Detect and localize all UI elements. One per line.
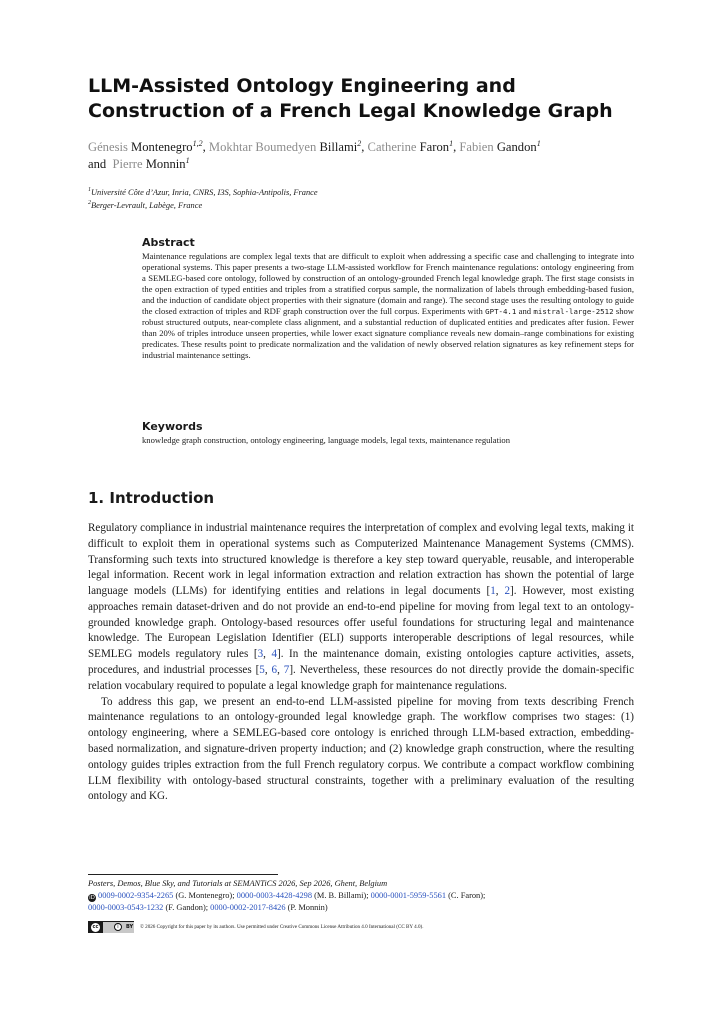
citation-link[interactable]: 2 [504, 585, 511, 598]
orcid-link[interactable]: 0000-0003-0543-1232 [88, 903, 164, 913]
author [112, 157, 189, 171]
orcid-author: (M. B. Billami) [314, 891, 367, 901]
citation-link[interactable]: 3 [257, 648, 264, 661]
citation-link[interactable]: 5 [259, 664, 265, 677]
text-run: , [277, 664, 284, 677]
author-list [88, 139, 648, 173]
abstract-heading: Abstract [142, 236, 195, 249]
orcid-link[interactable]: 0000-0001-5959-5561 [370, 891, 447, 901]
orcid-author: (G. Montenegro) [175, 891, 233, 901]
copyright-notice: © 2026 Copyright for this paper by its authors. Use permitted under Creative Commons License Attribution 4.0 International (CC BY 4.0). [140, 924, 424, 930]
citation-link[interactable]: 1 [490, 585, 496, 598]
venue-line: Posters, Demos, Blue Sky, and Tutorials at SEMANTiCS 2026, Sep 2026, Ghent, Belgium [88, 879, 388, 888]
by-label: BY [126, 924, 134, 930]
text-run: Regulatory compliance in industrial maintenance requires the interpretation of complex and evolving legal texts, making it difficult to exploit them in operational systems such as Computerized Maintenance Management Systems (CMMS). Transforming such texts into structured knowledge is therefore a key step toward queryable, reusable, and interoperable legal information. Recent work in legal information extraction and relation extraction has shown the potential of large language models (LLMs) for identifying entities and relations in legal documents [ [88, 522, 634, 598]
text-run: ]. In the maintenance domain, existing ontologies capture activities, assets, procedures, and industrial processes [ [88, 648, 635, 677]
author [459, 140, 540, 154]
license-row [88, 921, 648, 934]
author: Génesis Montenegro$^{1,2}$, [88, 138, 206, 154]
paper-title: LLM-Assisted Ontology Engineering and Construction of a French Legal Knowledge Graph [88, 75, 613, 122]
orcid-link[interactable]: 0009-0002-9354-2265 [98, 891, 174, 901]
author-affiliation-mark: 1 [536, 138, 541, 148]
text-run: ]. However, most existing approaches remain dataset-driven and do not provide an end-to-end pipeline for moving from legal text to an ontology-grounded knowledge graph. Ontology-based resources offer useful foundations for structuring legal and maintenance knowledge. The European Legislation Identifier (ELI) supports interoperable descriptions of legal resources, while SEMLEG models regulatory rules [ [88, 585, 634, 661]
author-affiliation-mark: 1 [449, 138, 454, 148]
author-affiliation-mark: 1 [185, 155, 190, 165]
text-run: ]. Nevertheless, these resources do not directly provide the domain-specific relation vocabulary required to populate a legal knowledge graph for maintenance regulations. [88, 664, 634, 692]
author-affiliation-mark: 1,2 [192, 138, 203, 148]
author-family-name: Billami [319, 140, 358, 154]
footnote [88, 878, 648, 915]
author-given-name: Fabien [459, 140, 494, 154]
author-family-name: Monnin [145, 157, 186, 171]
authors-and: and [88, 157, 107, 171]
paragraph: To address this gap, we present an end-to-end LLM-assisted pipeline for moving from texts describing French maintenance regulations to an ontology-grounded legal knowledge graph. The workflow comprises two stages: (1) ontology engineering, where a SEMLEG-based core ontology is enriched through LLM-based extraction, embedding-based normalization, and signature-driven property induction; and (2) knowledge graph construction, where the resulting ontology guides triples extraction from the full French regulatory corpus. We contribute a compact workflow combining LLM flexibility with ontology-based structural constraints, together with a preliminary evaluation of the resulting ontology and KG. [88, 695, 634, 803]
author-family-name: Faron [419, 140, 450, 154]
text-run: , [264, 664, 272, 677]
orcid-author: (C. Faron) [448, 891, 484, 901]
cc-icon: cc [92, 924, 99, 930]
model-name: GPT-4.1 [485, 307, 517, 317]
keywords-heading: Keywords [142, 420, 203, 433]
orcid-line: iD 0009-0002-9354-2265 (G. Montenegro); 0000-0003-4428-4298 (M. B. Billami); 0000-0001-5959-5561 (C. Faron); 0000-0003-0543-1232 (F. Gandon); 0000-0002-2017-8426 (P. Monnin) [88, 891, 486, 913]
person-icon: i [114, 923, 122, 931]
affiliation-1: $^1$Université Côte d’Azur, Inria, CNRS, I3S, Sophia-Antipolis, France [88, 187, 318, 197]
author-given-name: Pierre [112, 157, 143, 171]
orcid-link[interactable]: 0000-0002-2017-8426 [210, 903, 286, 913]
introduction-body [88, 521, 634, 805]
author-family-name: Montenegro [131, 140, 193, 154]
paragraph [88, 521, 634, 695]
citation-link[interactable]: 4 [271, 648, 278, 661]
author: Mokhtar Boumedyen Billami$^2$, [208, 138, 365, 154]
footnote-rule [88, 874, 278, 875]
affiliations [88, 186, 648, 212]
citation-link[interactable]: 7 [283, 664, 290, 677]
abstract-text: Maintenance regulations are complex legal texts that are difficult to exploit when addressing a specific case and challenging to integrate into operational systems. This paper presents a two-stage LLM-assisted workflow for French maintenance regulations: ontology engineering from a SEMLEG-based core ontology, followed by construction of an ontology-grounded French legal knowledge graph. The first stage consists in the open extraction of typed entities and triples from a stratified corpus sample, the normalization of labels through embedding-based fusion, and the induction of candidate object properties with their signature (domain and range). The second stage uses the resulting ontology to guide the closed extraction of triples and RDF graph construction over the full corpus. Experiments with GPT-4.1 and mistral-large-2512 show robust structured outputs, near-complete class alignment, and a substantial reduction of duplicated entities and predicates after fusion. Fewer than 20% of triples introduce unseen properties, while lower exact signature compliance reveals new domain–range combinations for existing predicates. These results point to predicate normalization and the validation of newly observed relation signatures as key refinement steps for industrial maintenance settings. [142, 251, 634, 361]
keywords-section [142, 420, 634, 446]
text-run: , [495, 585, 505, 598]
author: Catherine Faron$^1$, [367, 138, 457, 154]
affiliation-2: $^2$Berger-Levrault, Labège, France [88, 200, 203, 210]
abstract-section [142, 236, 634, 361]
text-run: , [263, 648, 272, 661]
orcid-author: (F. Gandon) [165, 903, 206, 913]
citation-link[interactable]: 6 [271, 664, 278, 677]
orcid-icon: iD [89, 895, 95, 902]
author-given-name: Mokhtar Boumedyen [208, 140, 317, 154]
keywords-text: knowledge graph construction, ontology engineering, language models, legal texts, maintenance regulation [142, 435, 510, 445]
author-given-name: Génesis [88, 140, 128, 154]
cc-by-logo [88, 921, 134, 933]
orcid-author: (P. Monnin) [287, 903, 328, 913]
orcid-link[interactable]: 0000-0003-4428-4298 [236, 891, 313, 901]
introduction-heading: 1. Introduction [88, 489, 215, 507]
author-affiliation-mark: 2 [357, 138, 362, 148]
author-family-name: Gandon [496, 140, 537, 154]
model-name: mistral-large-2512 [533, 307, 614, 317]
author-given-name: Catherine [367, 140, 417, 154]
